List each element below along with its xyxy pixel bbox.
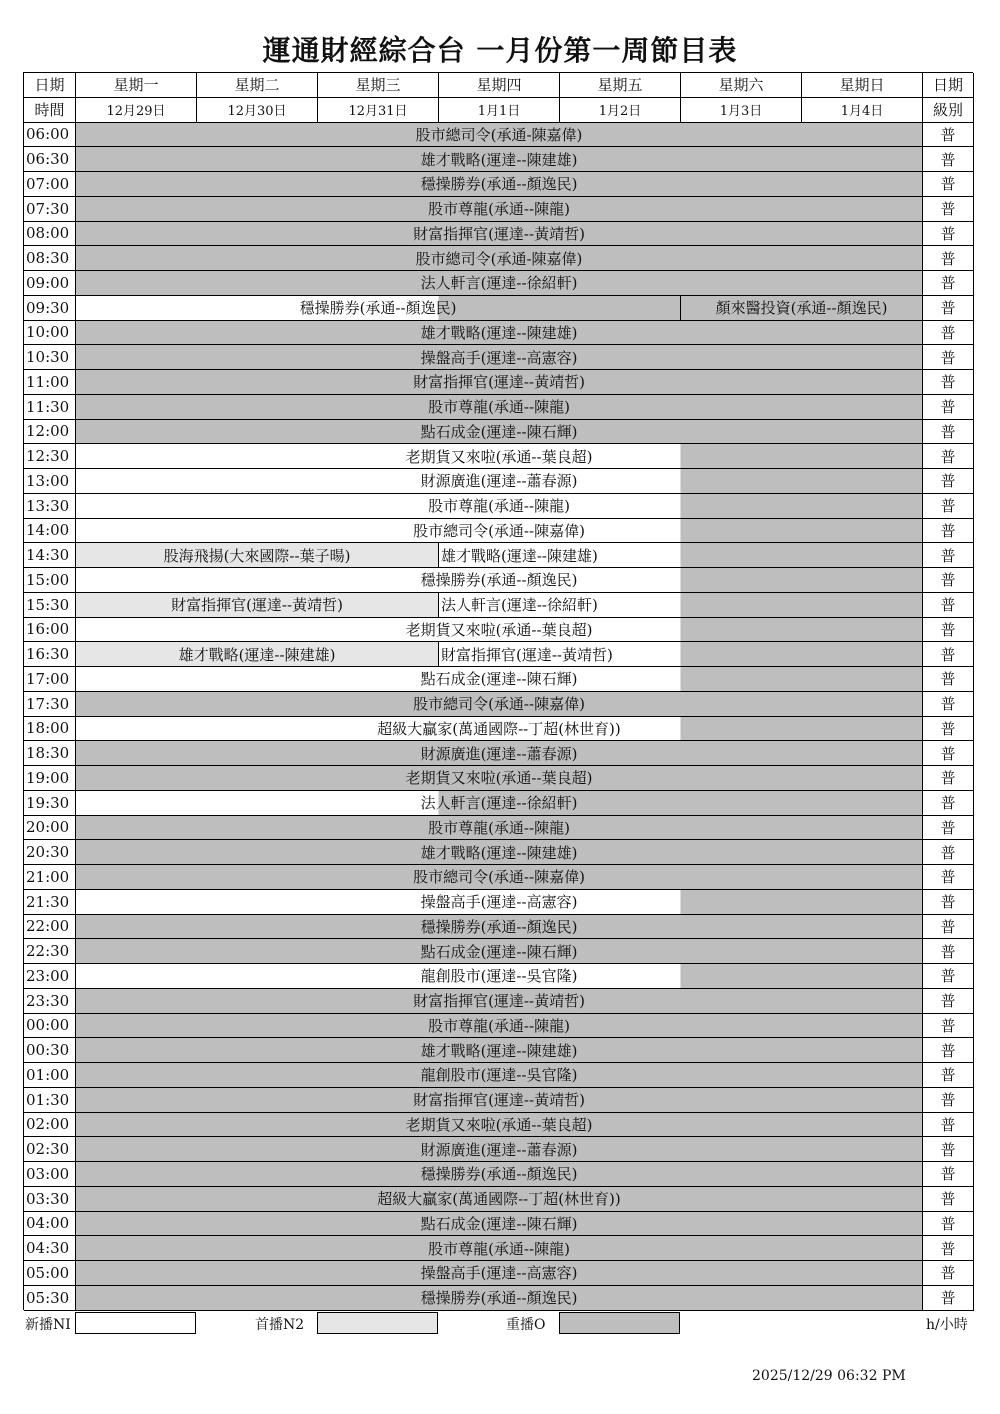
program-cell <box>439 543 923 568</box>
program-title: 財富指揮官(運達--黃靖哲) <box>413 1091 585 1110</box>
rating-level: 普 <box>923 321 974 346</box>
program-cell <box>76 1261 923 1286</box>
rating-level: 普 <box>923 642 974 667</box>
rating-level: 普 <box>923 964 974 989</box>
time-slot: 20:30 <box>24 840 76 865</box>
rating-level: 普 <box>923 618 974 643</box>
program-title: 雄才戰略(運達--陳建雄) <box>420 150 578 169</box>
rating-level: 普 <box>923 1088 974 1113</box>
legend-first-label: 首播N2 <box>255 1317 305 1333</box>
time-slot: 12:00 <box>24 420 76 445</box>
legend-rerun-label: 重播O <box>506 1317 546 1333</box>
time-slot: 22:00 <box>24 915 76 940</box>
rating-level: 普 <box>923 1162 974 1187</box>
program-title: 財源廣進(運達--蕭春源) <box>420 472 578 491</box>
rating-level: 普 <box>923 939 974 964</box>
program-cell <box>76 123 923 148</box>
program-title: 雄才戰略(運達--陳建雄) <box>441 546 598 565</box>
program-title: 股海飛揚(大來國際--葉子暘) <box>163 546 351 565</box>
rating-level: 普 <box>923 222 974 247</box>
program-cell <box>76 1187 923 1212</box>
program-cell <box>76 172 923 197</box>
header-date: 1月4日 <box>802 98 923 123</box>
program-cell <box>76 1162 923 1187</box>
time-slot: 16:00 <box>24 618 76 643</box>
time-slot: 09:00 <box>24 271 76 296</box>
time-slot: 10:30 <box>24 345 76 370</box>
program-title: 財富指揮官(運達--黃靖哲) <box>413 224 585 243</box>
time-slot: 16:30 <box>24 642 76 667</box>
time-slot: 20:00 <box>24 816 76 841</box>
program-title: 龍創股市(運達--吳官隆) <box>420 1066 578 1085</box>
legend-unit-label: h/小時 <box>926 1317 968 1333</box>
header-day: 星期四 <box>439 73 560 98</box>
program-title: 穩操勝券(承通--顏逸民) <box>420 1165 578 1184</box>
program-title: 老期貨又來啦(承通--葉良超) <box>405 447 593 466</box>
rating-level: 普 <box>923 420 974 445</box>
rating-level: 普 <box>923 667 974 692</box>
time-slot: 06:00 <box>24 123 76 148</box>
program-cell <box>76 840 923 865</box>
program-title: 穩操勝券(承通--顏逸民) <box>420 1289 578 1308</box>
program-cell <box>681 296 923 321</box>
program-cell <box>76 816 923 841</box>
program-title: 點石成金(運達--陳石輝) <box>420 942 578 961</box>
legend-first-swatch <box>317 1312 438 1334</box>
rating-level: 普 <box>923 840 974 865</box>
time-slot: 15:00 <box>24 568 76 593</box>
rating-level: 普 <box>923 444 974 469</box>
header-day: 星期六 <box>681 73 802 98</box>
time-slot: 21:00 <box>24 865 76 890</box>
time-slot: 14:30 <box>24 543 76 568</box>
time-slot: 11:30 <box>24 395 76 420</box>
rating-level: 普 <box>923 370 974 395</box>
time-slot: 14:00 <box>24 519 76 544</box>
program-title: 操盤高手(運達--高憲容) <box>420 348 578 367</box>
program-title: 股市總司令(承通--陳嘉偉) <box>413 521 585 540</box>
rating-level: 普 <box>923 1187 974 1212</box>
rating-level: 普 <box>923 568 974 593</box>
legend-new-label: 新播NI <box>25 1317 71 1333</box>
rating-level: 普 <box>923 816 974 841</box>
time-slot: 17:30 <box>24 692 76 717</box>
program-cell <box>76 667 923 692</box>
rating-level: 普 <box>923 989 974 1014</box>
program-title: 股市總司令(承通-陳嘉偉) <box>415 125 583 144</box>
program-cell <box>76 618 923 643</box>
time-slot: 04:00 <box>24 1212 76 1237</box>
program-cell <box>76 222 923 247</box>
program-cell <box>76 1236 923 1261</box>
rating-level: 普 <box>923 865 974 890</box>
program-cell <box>76 915 923 940</box>
rating-level: 普 <box>923 519 974 544</box>
program-title: 股市總司令(承通--陳嘉偉) <box>413 695 585 714</box>
program-cell <box>76 1286 923 1311</box>
rating-level: 普 <box>923 494 974 519</box>
rating-level: 普 <box>923 172 974 197</box>
program-cell <box>439 642 923 667</box>
header-day: 星期二 <box>197 73 318 98</box>
program-title: 老期貨又來啦(承通--葉良超) <box>405 620 593 639</box>
header-day: 星期一 <box>76 73 197 98</box>
time-slot: 00:00 <box>24 1014 76 1039</box>
rating-level: 普 <box>923 1286 974 1311</box>
time-slot: 19:30 <box>24 791 76 816</box>
time-slot: 01:00 <box>24 1063 76 1088</box>
time-slot: 22:30 <box>24 939 76 964</box>
time-slot: 17:00 <box>24 667 76 692</box>
program-title: 法人軒言(運達--徐紹軒) <box>420 794 578 813</box>
program-title: 股市尊龍(承通--陳龍) <box>428 1239 570 1258</box>
rating-level: 普 <box>923 197 974 222</box>
program-title: 穩操勝券(承通--顏逸民) <box>420 571 578 590</box>
program-title: 財富指揮官(運達--黃靖哲) <box>171 596 343 615</box>
program-title: 老期貨又來啦(承通--葉良超) <box>405 1115 593 1134</box>
time-slot: 02:30 <box>24 1137 76 1162</box>
program-cell <box>76 1088 923 1113</box>
rating-level: 普 <box>923 271 974 296</box>
program-title: 法人軒言(運達--徐紹軒) <box>420 274 578 293</box>
program-title: 財源廣進(運達--蕭春源) <box>420 1140 578 1159</box>
time-slot: 18:30 <box>24 741 76 766</box>
program-cell <box>76 395 923 420</box>
program-cell <box>76 197 923 222</box>
time-slot: 03:30 <box>24 1187 76 1212</box>
time-slot: 13:30 <box>24 494 76 519</box>
program-title: 點石成金(運達--陳石輝) <box>420 670 578 689</box>
program-title: 股市尊龍(承通--陳龍) <box>428 398 570 417</box>
header-date: 1月1日 <box>439 98 560 123</box>
header-day: 星期五 <box>560 73 681 98</box>
program-title: 雄才戰略(運達--陳建雄) <box>178 645 336 664</box>
schedule-table <box>23 72 973 1310</box>
program-cell <box>76 444 923 469</box>
rating-level: 普 <box>923 395 974 420</box>
rating-level: 普 <box>923 593 974 618</box>
rating-level: 普 <box>923 1236 974 1261</box>
header-time-label: 時間 <box>24 98 76 123</box>
rating-level: 普 <box>923 741 974 766</box>
time-slot: 05:00 <box>24 1261 76 1286</box>
program-cell <box>76 568 923 593</box>
program-title: 龍創股市(運達--吳官隆) <box>420 967 578 986</box>
program-title: 超級大贏家(萬通國際--丁超(林世育)) <box>377 1190 621 1209</box>
program-cell <box>76 1014 923 1039</box>
program-title: 穩操勝券(承通--顏逸民) <box>420 175 578 194</box>
program-cell <box>76 964 923 989</box>
time-slot: 08:30 <box>24 246 76 271</box>
program-title: 股市尊龍(承通--陳龍) <box>428 200 570 219</box>
program-cell <box>76 246 923 271</box>
program-cell <box>76 791 923 816</box>
program-title: 財源廣進(運達--蕭春源) <box>420 744 578 763</box>
program-cell <box>76 469 923 494</box>
time-slot: 11:00 <box>24 370 76 395</box>
time-slot: 19:00 <box>24 766 76 791</box>
program-title: 雄才戰略(運達--陳建雄) <box>420 323 578 342</box>
program-title: 雄才戰略(運達--陳建雄) <box>420 843 578 862</box>
program-title: 穩操勝券(承通--顏逸民) <box>420 917 578 936</box>
program-title: 點石成金(運達--陳石輝) <box>420 1214 578 1233</box>
rating-level: 普 <box>923 1261 974 1286</box>
program-title: 股市尊龍(承通--陳龍) <box>428 1016 570 1035</box>
time-slot: 06:30 <box>24 147 76 172</box>
program-cell <box>76 939 923 964</box>
program-cell <box>76 543 439 568</box>
program-title: 財富指揮官(運達--黃靖哲) <box>441 645 613 664</box>
time-slot: 13:00 <box>24 469 76 494</box>
header-day: 星期三 <box>318 73 439 98</box>
program-title: 財富指揮官(運達--黃靖哲) <box>413 992 585 1011</box>
program-cell <box>76 519 923 544</box>
program-cell <box>76 890 923 915</box>
rating-level: 普 <box>923 915 974 940</box>
header-date: 12月31日 <box>318 98 439 123</box>
rating-level: 普 <box>923 1063 974 1088</box>
page-title: 運通財經綜合台 一月份第一周節目表 <box>262 34 738 67</box>
program-cell <box>76 494 923 519</box>
legend-rerun-swatch <box>559 1312 680 1334</box>
program-cell <box>76 642 439 667</box>
rating-level: 普 <box>923 1038 974 1063</box>
program-cell <box>76 593 439 618</box>
program-cell <box>76 1212 923 1237</box>
time-slot: 02:00 <box>24 1113 76 1138</box>
header-date: 12月29日 <box>76 98 197 123</box>
program-title: 財富指揮官(運達--黃靖哲) <box>413 373 585 392</box>
legend <box>23 1310 973 1336</box>
header-date-label-right: 日期 <box>923 73 974 98</box>
program-title: 穩操勝券(承通--顏逸民) <box>299 299 457 318</box>
header-date: 1月2日 <box>560 98 681 123</box>
rating-level: 普 <box>923 296 974 321</box>
program-title: 股市總司令(承通--陳嘉偉) <box>413 868 585 887</box>
program-cell <box>76 1113 923 1138</box>
legend-new-swatch <box>75 1312 196 1334</box>
rating-level: 普 <box>923 543 974 568</box>
time-slot: 15:30 <box>24 593 76 618</box>
program-title: 法人軒言(運達--徐紹軒) <box>441 596 598 615</box>
program-cell <box>76 1137 923 1162</box>
rating-level: 普 <box>923 1113 974 1138</box>
program-cell <box>76 717 923 742</box>
program-title: 點石成金(運達--陳石輝) <box>420 422 578 441</box>
time-slot: 18:00 <box>24 717 76 742</box>
program-cell <box>76 420 923 445</box>
rating-level: 普 <box>923 246 974 271</box>
time-slot: 12:30 <box>24 444 76 469</box>
print-timestamp: 2025/12/29 06:32 PM <box>752 1368 906 1384</box>
program-title: 操盤高手(運達--高憲容) <box>420 1264 578 1283</box>
program-cell <box>76 370 923 395</box>
program-cell <box>76 692 923 717</box>
rating-level: 普 <box>923 1014 974 1039</box>
rating-level: 普 <box>923 469 974 494</box>
time-slot: 10:00 <box>24 321 76 346</box>
time-slot: 01:30 <box>24 1088 76 1113</box>
program-cell <box>76 345 923 370</box>
program-cell <box>76 989 923 1014</box>
program-title: 老期貨又來啦(承通--葉良超) <box>405 769 593 788</box>
time-slot: 03:00 <box>24 1162 76 1187</box>
program-cell <box>76 1038 923 1063</box>
program-cell <box>76 741 923 766</box>
time-slot: 07:00 <box>24 172 76 197</box>
time-slot: 07:30 <box>24 197 76 222</box>
time-slot: 00:30 <box>24 1038 76 1063</box>
program-cell <box>76 147 923 172</box>
program-title: 超級大贏家(萬通國際--丁超(林世育)) <box>377 719 621 738</box>
program-cell <box>76 296 681 321</box>
rating-level: 普 <box>923 147 974 172</box>
time-slot: 21:30 <box>24 890 76 915</box>
time-slot: 04:30 <box>24 1236 76 1261</box>
program-cell <box>76 865 923 890</box>
time-slot: 08:00 <box>24 222 76 247</box>
rating-level: 普 <box>923 123 974 148</box>
rating-level: 普 <box>923 717 974 742</box>
program-cell <box>76 1063 923 1088</box>
rating-level: 普 <box>923 1137 974 1162</box>
time-slot: 23:00 <box>24 964 76 989</box>
program-title: 顏來醫投資(承通--顏逸民) <box>715 299 888 318</box>
header-date: 12月30日 <box>197 98 318 123</box>
program-title: 股市尊龍(承通--陳龍) <box>428 497 570 516</box>
program-cell <box>76 321 923 346</box>
header-level-label: 級別 <box>923 98 974 123</box>
rating-level: 普 <box>923 791 974 816</box>
rating-level: 普 <box>923 766 974 791</box>
time-slot: 05:30 <box>24 1286 76 1311</box>
program-cell <box>76 271 923 296</box>
program-cell <box>76 766 923 791</box>
program-title: 股市總司令(承通-陳嘉偉) <box>415 249 583 268</box>
header-day: 星期日 <box>802 73 923 98</box>
rating-level: 普 <box>923 692 974 717</box>
time-slot: 23:30 <box>24 989 76 1014</box>
rating-level: 普 <box>923 890 974 915</box>
program-title: 股市尊龍(承通--陳龍) <box>428 818 570 837</box>
program-title: 操盤高手(運達--高憲容) <box>420 893 578 912</box>
header-date: 1月3日 <box>681 98 802 123</box>
header-date-label: 日期 <box>24 73 76 98</box>
rating-level: 普 <box>923 345 974 370</box>
time-slot: 09:30 <box>24 296 76 321</box>
program-title: 雄才戰略(運達--陳建雄) <box>420 1041 578 1060</box>
rating-level: 普 <box>923 1212 974 1237</box>
program-cell <box>439 593 923 618</box>
